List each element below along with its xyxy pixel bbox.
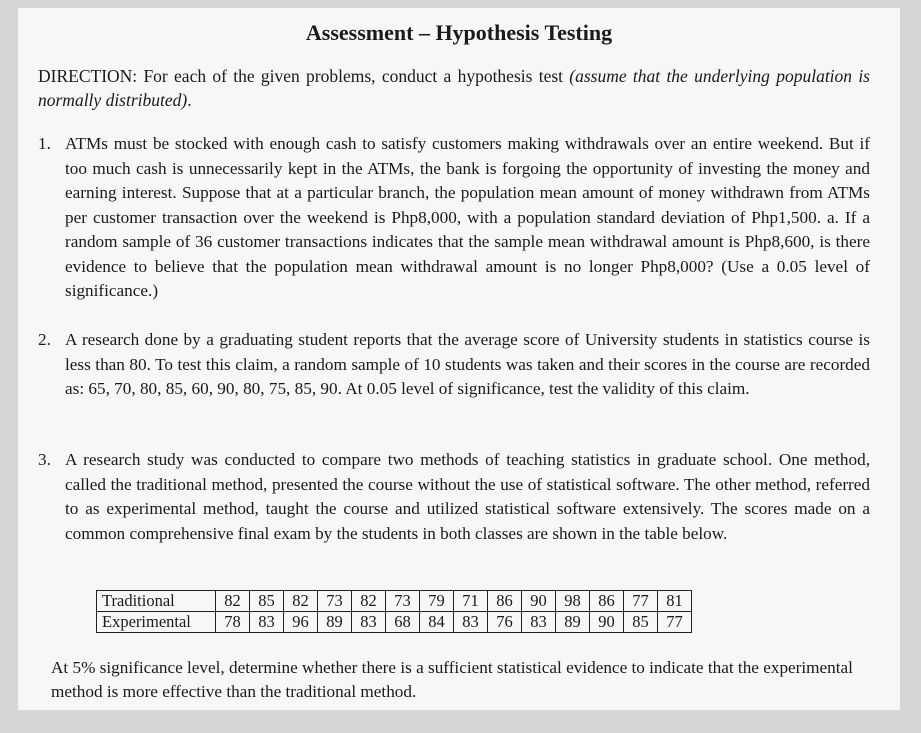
problem-number: 3. xyxy=(38,450,51,469)
direction-lead: DIRECTION: For each of the given problems, conduct a hypothesis test xyxy=(38,66,570,86)
table-cell: 82 xyxy=(216,591,250,612)
table-row xyxy=(97,612,692,633)
table-cell: 85 xyxy=(624,612,658,633)
row-label: Traditional xyxy=(97,591,216,612)
problem-2 xyxy=(38,328,870,402)
row-label: Experimental xyxy=(97,612,216,633)
document-page xyxy=(18,8,900,710)
direction-tail: . xyxy=(187,90,192,110)
problem-3 xyxy=(38,448,870,546)
table-cell: 77 xyxy=(624,591,658,612)
direction-italic: (assume that the underlying population is normally distributed) xyxy=(38,66,870,110)
table-cell: 86 xyxy=(488,591,522,612)
table-cell: 73 xyxy=(318,591,352,612)
table-cell: 89 xyxy=(556,612,590,633)
table-row xyxy=(97,591,692,612)
problem-number: 2. xyxy=(38,330,51,349)
direction-paragraph xyxy=(38,64,870,112)
table-cell: 81 xyxy=(658,591,692,612)
scores-table xyxy=(96,590,692,633)
table-cell: 83 xyxy=(522,612,556,633)
table-cell: 83 xyxy=(250,612,284,633)
table-cell: 82 xyxy=(352,591,386,612)
table-cell: 78 xyxy=(216,612,250,633)
table-cell: 73 xyxy=(386,591,420,612)
problem-number: 1. xyxy=(38,134,51,153)
table-cell: 96 xyxy=(284,612,318,633)
table-cell: 83 xyxy=(352,612,386,633)
problem-text: ATMs must be stocked with enough cash to satisfy customers making withdrawals over an entire weekend. But if too much cash is unnecessarily kept in the ATMs, the bank is forgoing the opportunity of investing the money and earning interest. Suppose that at a particular branch, the population mean amount of money withdrawn from ATMs per customer transaction over the weekend is Php8,000, with a population standard deviation of Php1,500. a. If a random sample of 36 customer transactions indicates that the sample mean withdrawal amount is Php8,600, is there evidence to believe that the population mean withdrawal amount is no longer Php8,000? (Use a 0.05 level of significance.) xyxy=(65,134,870,300)
problem-text: A research study was conducted to compare two methods of teaching statistics in graduate school. One method, called the traditional method, presented the course without the use of statistical software. The other method, referred to as experimental method, taught the course and utilized statistical software extensively. The scores made on a common comprehensive final exam by the students in both classes are shown in the table below. xyxy=(65,450,870,543)
table-cell: 89 xyxy=(318,612,352,633)
table-cell: 83 xyxy=(454,612,488,633)
table-cell: 86 xyxy=(590,591,624,612)
table-cell: 71 xyxy=(454,591,488,612)
table-cell: 77 xyxy=(658,612,692,633)
table-cell: 85 xyxy=(250,591,284,612)
problem-text: A research done by a graduating student reports that the average score of University students in statistics course is less than 80. To test this claim, a random sample of 10 students was taken and their scores in the course are recorded as: 65, 70, 80, 85, 60, 90, 80, 75, 85, 90. At 0.05 level of significance, test the validity of this claim. xyxy=(65,330,870,398)
table-cell: 76 xyxy=(488,612,522,633)
table-cell: 68 xyxy=(386,612,420,633)
table-cell: 90 xyxy=(522,591,556,612)
table-cell: 84 xyxy=(420,612,454,633)
table-cell: 82 xyxy=(284,591,318,612)
problem-1 xyxy=(38,132,870,304)
table-cell: 90 xyxy=(590,612,624,633)
table-cell: 79 xyxy=(420,591,454,612)
closing-instruction: At 5% significance level, determine whether there is a sufficient statistical evidence to indicate that the experimental method is more effective than the traditional method. xyxy=(51,658,853,701)
page-title: Assessment – Hypothesis Testing xyxy=(305,20,613,45)
table-cell: 98 xyxy=(556,591,590,612)
